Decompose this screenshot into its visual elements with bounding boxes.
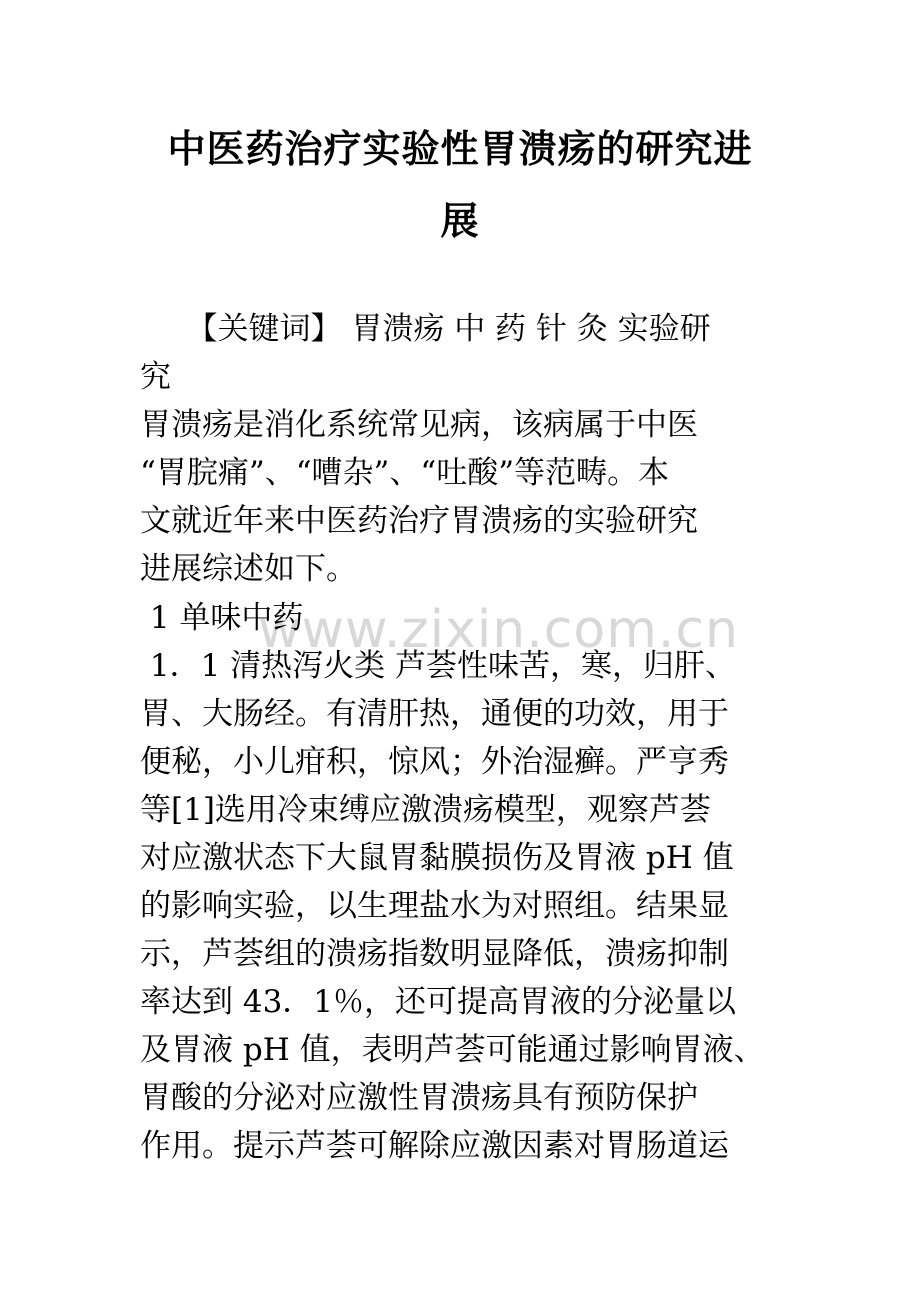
document-title-line-2: 展	[440, 198, 480, 243]
body-line-4: 对应激状态下大鼠胃黏膜损伤及胃液 pH 值	[140, 840, 734, 876]
document-title-line-1: 中医药治疗实验性胃溃疡的研究进	[167, 126, 753, 171]
body-line-10: 作用。提示芦荟可解除应激因素对胃肠道运	[140, 1128, 729, 1164]
body-line-5: 的影响实验，以生理盐水为对照组。结果显	[140, 888, 729, 924]
body-line-1: 胃、大肠经。有清肝热，通便的功效，用于	[140, 696, 729, 732]
body-line-9: 胃酸的分泌对应激性胃溃疡具有预防保护	[140, 1080, 698, 1116]
intro-line-4: 进展综述如下。	[140, 551, 357, 587]
body-line-3: 等[1]选用冷束缚应激溃疡模型，观察芦荟	[140, 792, 711, 828]
intro-line-3: 文就近年来中医药治疗胃溃疡的实验研究	[140, 503, 698, 539]
body-line-8: 及胃液 pH 值，表明芦荟可能通过影响胃液、	[140, 1032, 765, 1068]
keywords-line: 【关键词】 胃溃疡 中 药 针 灸 实验研	[140, 311, 711, 347]
body-line-7: 率达到 43．1％，还可提高胃液的分泌量以	[140, 984, 737, 1020]
subsection-line-1: 1．1 清热泻火类 芦荟性味苦，寒，归肝、	[140, 648, 737, 684]
watermark: www.zixin.com.cn	[258, 600, 739, 660]
keywords-line-continued: 究	[140, 359, 171, 395]
intro-line-2: “胃脘痛”、“嘈杂”、“吐酸”等范畴。本	[140, 455, 670, 491]
section-heading-1: 1 单味中药	[140, 600, 304, 636]
intro-line-1: 胃溃疡是消化系统常见病，该病属于中医	[140, 407, 698, 443]
body-line-2: 便秘，小儿疳积，惊风；外治湿癣。严亨秀	[140, 744, 729, 780]
body-line-6: 示，芦荟组的溃疡指数明显降低，溃疡抑制	[140, 936, 729, 972]
